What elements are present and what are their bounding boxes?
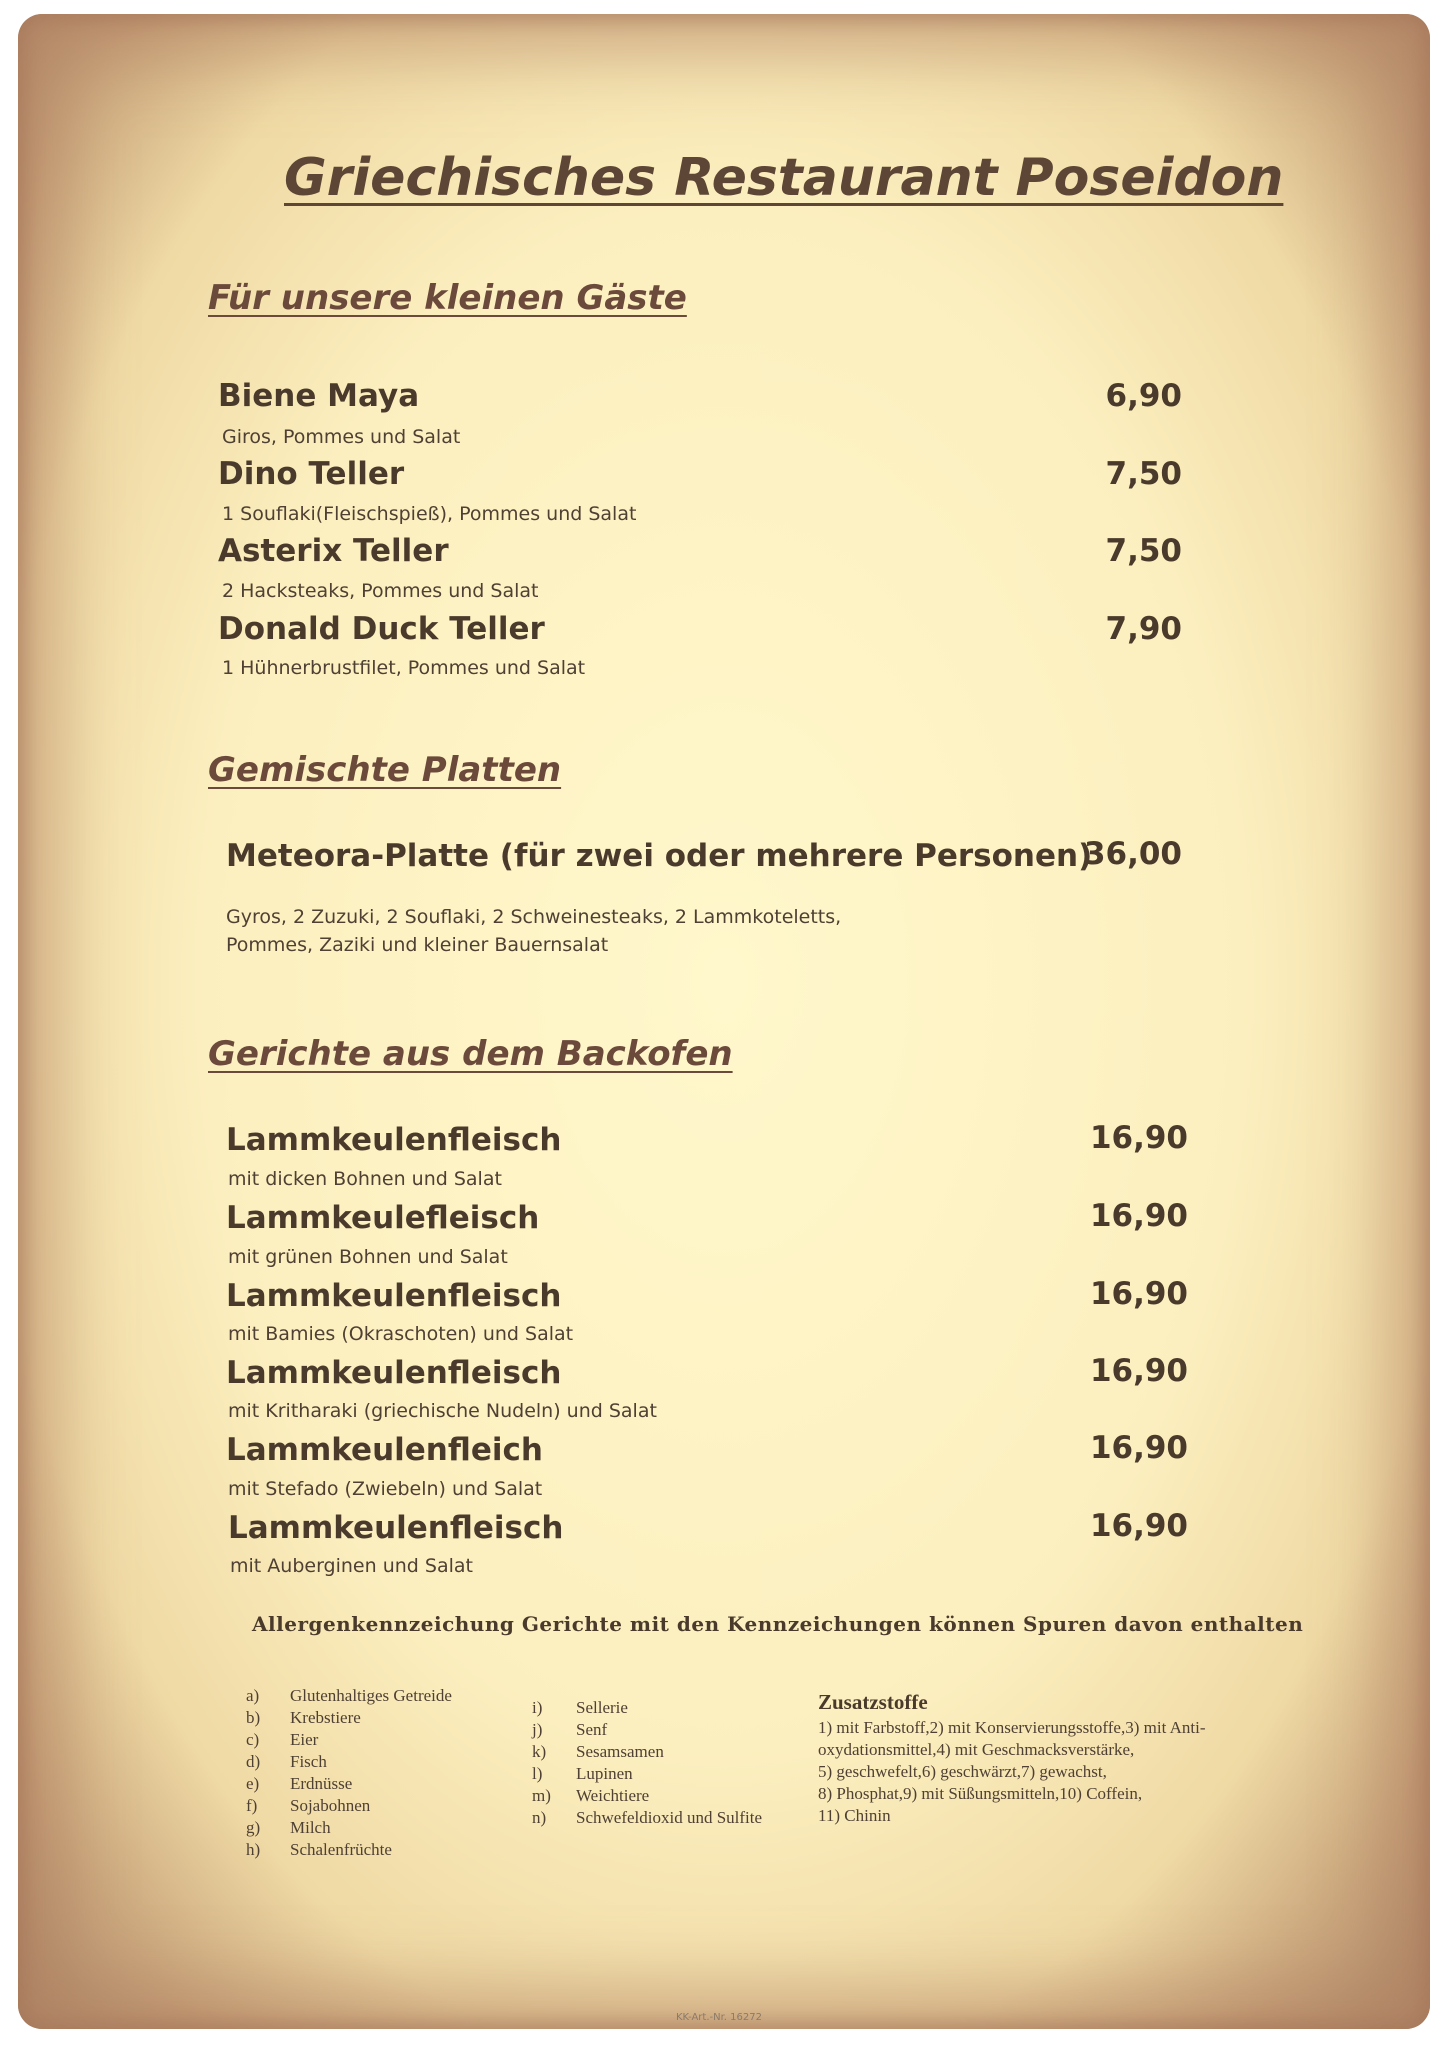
allergen-heading: Allergenkennzeichung Gerichte mit den Kennzeichungen können Spuren davon enthalten bbox=[252, 1612, 1304, 1636]
menu-item-name: Donald Duck Teller bbox=[218, 611, 545, 647]
menu-item-desc: mit grünen Bohnen und Salat bbox=[228, 1246, 508, 1268]
allergen-row: h) Schalenfrüchte bbox=[246, 1840, 392, 1859]
menu-item-name: Asterix Teller bbox=[218, 533, 449, 569]
menu-item-desc: 2 Hacksteaks, Pommes und Salat bbox=[222, 580, 539, 602]
menu-item-name: Lammkeulenfleisch bbox=[228, 1510, 564, 1546]
menu-item-desc: Pommes, Zaziki und kleiner Bauernsalat bbox=[226, 934, 609, 956]
allergen-row: e) Erdnüsse bbox=[246, 1774, 353, 1793]
additives-text bbox=[818, 1717, 1278, 1827]
allergen-row: i) Sellerie bbox=[532, 1698, 628, 1717]
allergen-row: a) Glutenhaltiges Getreide bbox=[246, 1686, 452, 1705]
section-heading-oven: Gerichte aus dem Backofen bbox=[208, 1034, 733, 1074]
menu-item-desc: mit Kritharaki (griechische Nudeln) und Salat bbox=[228, 1400, 657, 1422]
menu-item-desc: mit Bamies (Okraschoten) und Salat bbox=[228, 1323, 574, 1345]
additives-line: 5) geschwefelt,6) geschwärzt,7) gewachst, bbox=[818, 1762, 1107, 1781]
menu-item-name: Biene Maya bbox=[218, 378, 420, 414]
restaurant-title: Griechisches Restaurant Poseidon bbox=[284, 148, 1284, 208]
allergen-row: n) Schwefeldioxid und Sulfite bbox=[532, 1808, 763, 1827]
additives-line: oxydationsmittel,4) mit Geschmacksverstärke, bbox=[818, 1740, 1135, 1759]
menu-item-desc: Gyros, 2 Zuzuki, 2 Souflaki, 2 Schweinesteaks, 2 Lammkoteletts, bbox=[226, 906, 842, 928]
menu-item-price: 7,50 bbox=[1105, 456, 1182, 492]
menu-item-price: 16,90 bbox=[1089, 1120, 1188, 1156]
additives-line: 1) mit Farbstoff,2) mit Konservierungsstoffe,3) mit Anti- bbox=[818, 1718, 1206, 1737]
menu-item-name: Lammkeulenfleisch bbox=[226, 1355, 562, 1391]
allergen-row: k) Sesamsamen bbox=[532, 1742, 664, 1761]
menu-item-name: Lammkeulefleisch bbox=[226, 1200, 540, 1236]
allergen-list-right bbox=[532, 1697, 762, 1829]
menu-item-price: 16,90 bbox=[1089, 1276, 1188, 1312]
allergen-list-left bbox=[246, 1685, 452, 1861]
allergen-row: m) Weichtiere bbox=[532, 1786, 650, 1805]
menu-item-name: Meteora-Platte (für zwei oder mehrere Personen) bbox=[226, 838, 1093, 874]
section-heading-platters: Gemischte Platten bbox=[208, 750, 562, 790]
allergen-row: l) Lupinen bbox=[532, 1764, 633, 1783]
menu-item-price: 16,90 bbox=[1089, 1430, 1188, 1466]
menu-item-price: 16,90 bbox=[1089, 1353, 1188, 1389]
allergen-row: d) Fisch bbox=[246, 1752, 327, 1771]
additives-heading: Zusatzstoffe bbox=[818, 1690, 928, 1714]
menu-item-price: 6,90 bbox=[1105, 378, 1182, 414]
menu-item-desc: mit Auberginen und Salat bbox=[230, 1555, 473, 1577]
menu-item-price: 7,50 bbox=[1105, 533, 1182, 569]
additives-line: 11) Chinin bbox=[818, 1806, 891, 1825]
allergen-row: g) Milch bbox=[246, 1818, 331, 1837]
allergen-row: j) Senf bbox=[532, 1720, 608, 1739]
menu-item-desc: 1 Souflaki(Fleischspieß), Pommes und Salat bbox=[222, 503, 637, 525]
additives-line: 8) Phosphat,9) mit Süßungsmitteln,10) Coffein, bbox=[818, 1784, 1143, 1803]
menu-item-price: 7,90 bbox=[1105, 611, 1182, 647]
section-heading-kids: Für unsere kleinen Gäste bbox=[208, 278, 687, 318]
allergen-row: c) Eier bbox=[246, 1730, 319, 1749]
menu-item-name: Dino Teller bbox=[218, 456, 405, 492]
menu-item-desc: mit dicken Bohnen und Salat bbox=[228, 1168, 502, 1190]
menu-item-price: 16,90 bbox=[1089, 1198, 1188, 1234]
allergen-row: b) Krebstiere bbox=[246, 1708, 361, 1727]
allergen-row: f) Sojabohnen bbox=[246, 1796, 371, 1815]
menu-item-desc: Giros, Pommes und Salat bbox=[222, 426, 461, 448]
menu-item-name: Lammkeulenfleisch bbox=[226, 1278, 562, 1314]
menu-item-price: 16,90 bbox=[1089, 1508, 1188, 1544]
menu-item-desc: 1 Hühnerbrustfilet, Pommes und Salat bbox=[222, 657, 586, 679]
article-number: KK-Art.-Nr. 16272 bbox=[676, 2012, 762, 2023]
menu-item-name: Lammkeulenfleisch bbox=[226, 1122, 562, 1158]
menu-item-desc: mit Stefado (Zwiebeln) und Salat bbox=[228, 1478, 543, 1500]
menu-item-name: Lammkeulenfleich bbox=[226, 1432, 543, 1468]
menu-item-price: 36,00 bbox=[1083, 836, 1182, 872]
